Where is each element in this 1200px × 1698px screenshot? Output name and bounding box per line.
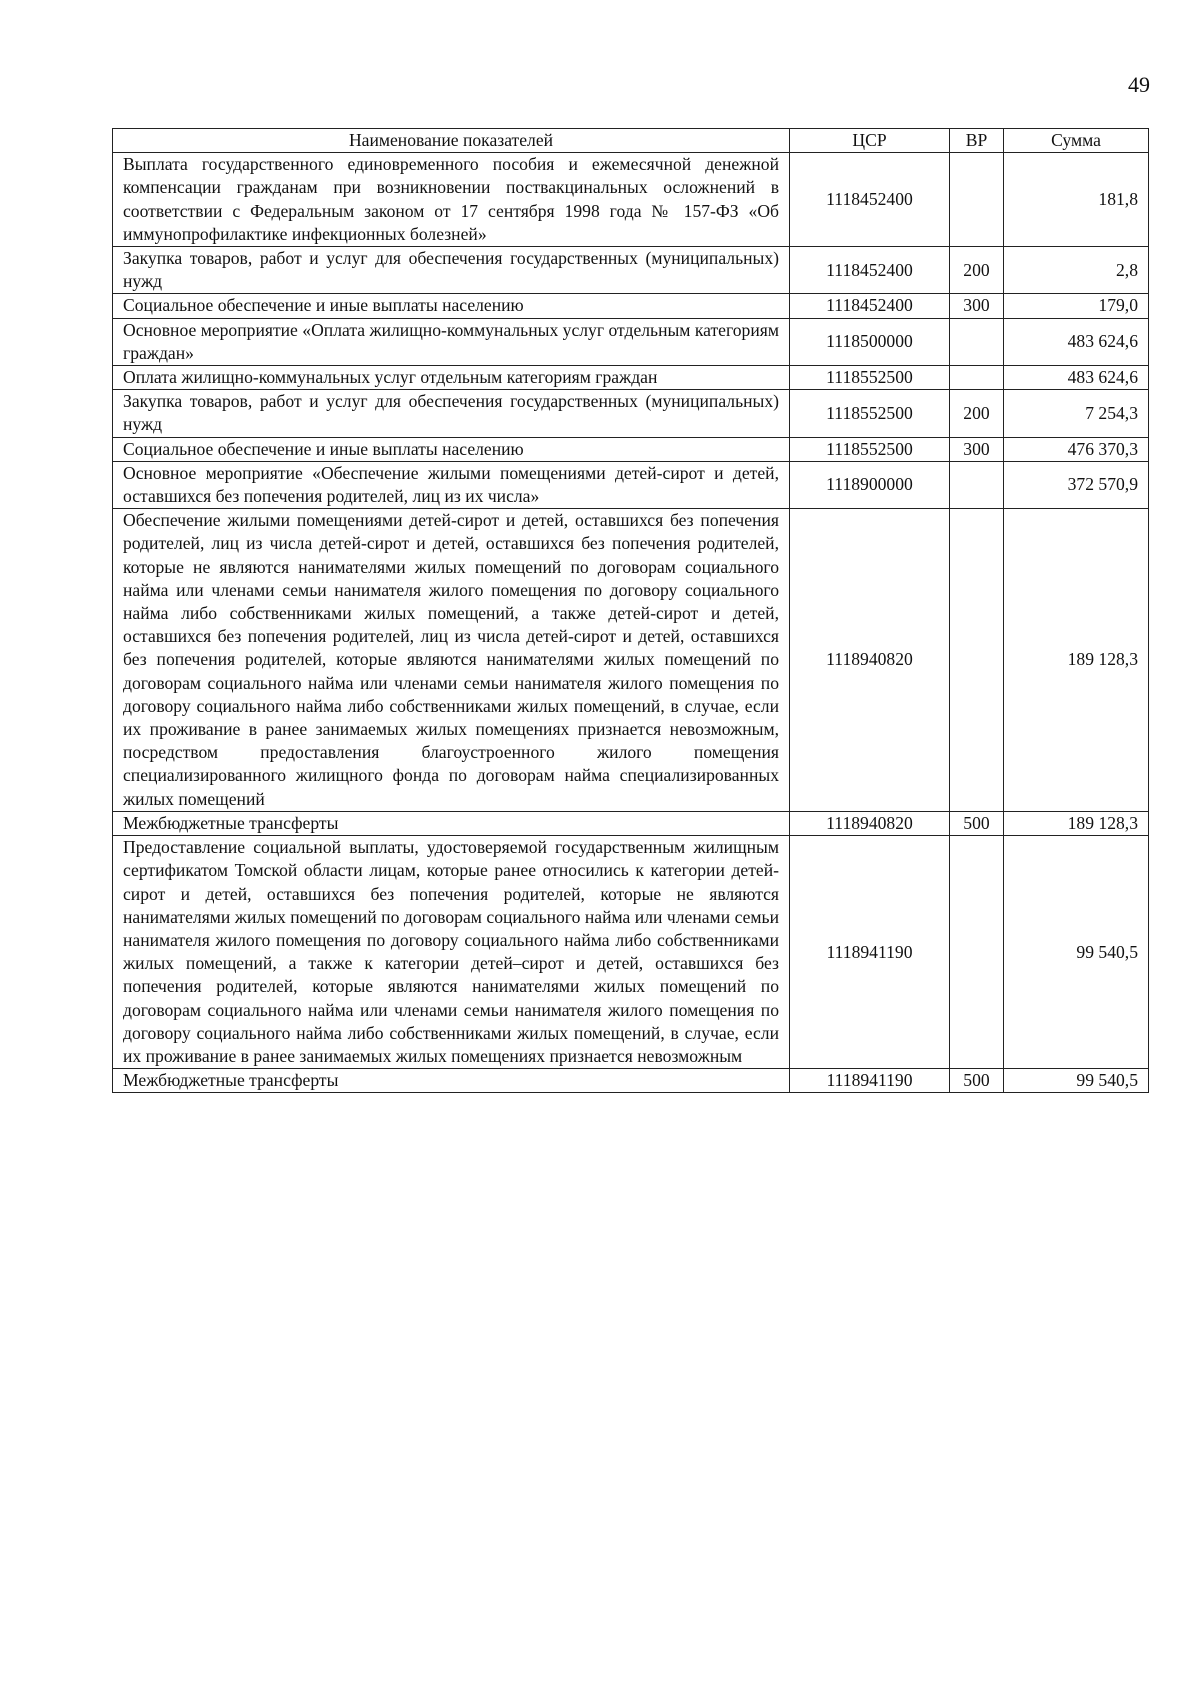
cell-sum: 189 128,3	[1004, 811, 1149, 835]
cell-csr: 1118940820	[790, 509, 950, 812]
cell-csr: 1118452400	[790, 153, 950, 247]
table-row	[113, 836, 1149, 1069]
cell-sum: 181,8	[1004, 153, 1149, 247]
table-row	[113, 318, 1149, 365]
header-csr: ЦСР	[790, 129, 950, 153]
cell-name: Основное мероприятие «Оплата жилищно-коммунальных услуг отдельным категориям граждан»	[113, 318, 790, 365]
cell-csr: 1118900000	[790, 461, 950, 508]
cell-sum: 476 370,3	[1004, 437, 1149, 461]
page-number: 49	[1128, 72, 1150, 97]
table-row	[113, 509, 1149, 812]
cell-name: Выплата государственного единовременного пособия и ежемесячной денежной компенсации гражданам при возникновении поствакцинальных осложнений в соответствии с Федеральным законом от 17 сентября 1998 года № 157-ФЗ «Об иммунопрофилактике инфекционных болезней»	[113, 153, 790, 247]
cell-csr: 1118941190	[790, 1069, 950, 1093]
cell-vr	[950, 461, 1004, 508]
budget-table	[112, 128, 1149, 1093]
cell-name: Предоставление социальной выплаты, удостоверяемой государственным жилищным сертификатом Томской области лицам, которые ранее относились к категории детей-сирот и детей, оставшихся без попечения родителей, которые не являются нанимателями жилых помещений по договорам социального найма или членами семьи нанимателя жилого помещения по договору социального найма либо собственниками жилых помещений, а также к категории детей–сирот и детей, оставшихся без попечения родителей, которые являются нанимателями жилых помещений по договорам социального найма или членами семьи нанимателя жилого помещения по договору социального найма либо собственниками жилых помещений, в случае, если их проживание в ранее занимаемых жилых помещениях признается невозможным	[113, 836, 790, 1069]
cell-csr: 1118552500	[790, 390, 950, 437]
table-row	[113, 811, 1149, 835]
cell-csr: 1118500000	[790, 318, 950, 365]
cell-sum: 179,0	[1004, 294, 1149, 318]
header-name: Наименование показателей	[113, 129, 790, 153]
cell-sum: 483 624,6	[1004, 318, 1149, 365]
cell-csr: 1118941190	[790, 836, 950, 1069]
cell-name: Оплата жилищно-коммунальных услуг отдельным категориям граждан	[113, 366, 790, 390]
cell-name: Социальное обеспечение и иные выплаты населению	[113, 437, 790, 461]
cell-csr: 1118452400	[790, 294, 950, 318]
cell-name: Социальное обеспечение и иные выплаты населению	[113, 294, 790, 318]
cell-vr	[950, 366, 1004, 390]
cell-csr: 1118452400	[790, 247, 950, 294]
cell-name: Межбюджетные трансферты	[113, 811, 790, 835]
cell-csr: 1118940820	[790, 811, 950, 835]
cell-vr: 200	[950, 390, 1004, 437]
header-vr: ВР	[950, 129, 1004, 153]
table-row	[113, 437, 1149, 461]
cell-csr: 1118552500	[790, 366, 950, 390]
cell-sum: 372 570,9	[1004, 461, 1149, 508]
cell-vr: 500	[950, 811, 1004, 835]
cell-vr: 300	[950, 294, 1004, 318]
table-row	[113, 247, 1149, 294]
cell-vr: 200	[950, 247, 1004, 294]
cell-sum: 99 540,5	[1004, 1069, 1149, 1093]
table-row	[113, 1069, 1149, 1093]
cell-csr: 1118552500	[790, 437, 950, 461]
cell-sum: 189 128,3	[1004, 509, 1149, 812]
cell-name: Межбюджетные трансферты	[113, 1069, 790, 1093]
table-row	[113, 461, 1149, 508]
cell-vr: 300	[950, 437, 1004, 461]
cell-sum: 7 254,3	[1004, 390, 1149, 437]
table-row	[113, 366, 1149, 390]
table-row	[113, 153, 1149, 247]
cell-vr: 500	[950, 1069, 1004, 1093]
cell-vr	[950, 509, 1004, 812]
cell-name: Обеспечение жилыми помещениями детей-сирот и детей, оставшихся без попечения родителей, лиц из числа детей-сирот и детей, оставшихся без попечения родителей, которые не являются нанимателями жилых помещений по договорам социального найма или членами семьи нанимателя жилого помещения по договору социального найма либо собственниками жилых помещений, а также детей-сирот и детей, оставшихся без попечения родителей, лиц из числа детей-сирот и детей, оставшихся без попечения родителей, которые являются нанимателями жилых помещений по договорам социального найма или членами семьи нанимателя жилого помещения по договору социального найма либо собственниками жилых помещений, в случае, если их проживание в ранее занимаемых жилых помещениях признается невозможным, посредством предоставления благоустроенного жилого помещения специализированного жилищного фонда по договорам найма специализированных жилых помещений	[113, 509, 790, 812]
table-header-row	[113, 129, 1149, 153]
cell-vr	[950, 318, 1004, 365]
cell-name: Основное мероприятие «Обеспечение жилыми помещениями детей-сирот и детей, оставшихся без попечения родителей, лиц из их числа»	[113, 461, 790, 508]
cell-name: Закупка товаров, работ и услуг для обеспечения государственных (муниципальных) нужд	[113, 390, 790, 437]
cell-sum: 483 624,6	[1004, 366, 1149, 390]
table-row	[113, 294, 1149, 318]
header-sum: Сумма	[1004, 129, 1149, 153]
cell-sum: 99 540,5	[1004, 836, 1149, 1069]
cell-name: Закупка товаров, работ и услуг для обеспечения государственных (муниципальных) нужд	[113, 247, 790, 294]
cell-vr	[950, 836, 1004, 1069]
cell-vr	[950, 153, 1004, 247]
cell-sum: 2,8	[1004, 247, 1149, 294]
table-row	[113, 390, 1149, 437]
